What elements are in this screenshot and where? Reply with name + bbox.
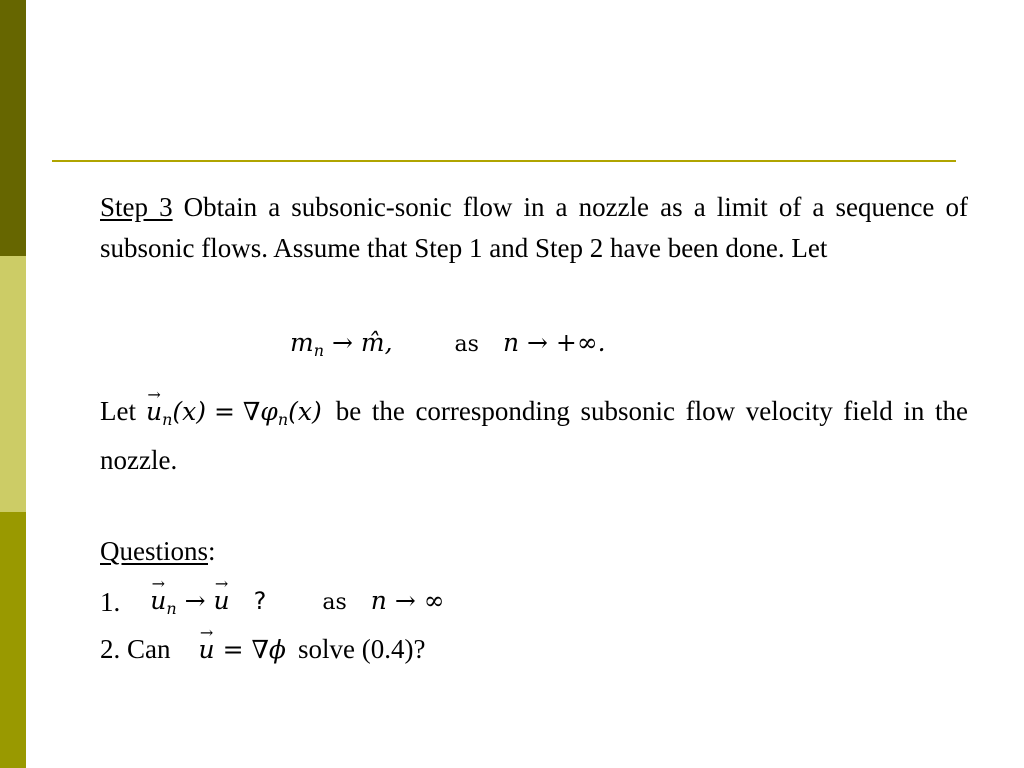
q2-prefix: 2. Can bbox=[100, 634, 171, 664]
sidebar-segment-middle bbox=[0, 256, 26, 512]
questions-label: Questions bbox=[100, 536, 208, 566]
phi-sub: n bbox=[277, 410, 289, 429]
q1-arrow: → bbox=[184, 586, 206, 615]
sidebar-bar bbox=[0, 0, 26, 768]
step-label: Step 3 bbox=[100, 192, 173, 222]
question-1 bbox=[100, 580, 445, 629]
eq-arrow: → bbox=[331, 328, 353, 357]
let-prefix: Let bbox=[100, 396, 136, 426]
q2-equation bbox=[199, 629, 286, 670]
q2-suffix: solve (0.4)? bbox=[297, 634, 426, 664]
eq-as: as bbox=[454, 332, 479, 357]
q1-as: as bbox=[322, 590, 347, 615]
sidebar-segment-top bbox=[0, 0, 26, 256]
eq-mhat: m̂, bbox=[360, 328, 393, 357]
q2-vec-u: → u bbox=[199, 629, 215, 670]
q1-vec-u2: → u bbox=[214, 580, 230, 621]
title-divider bbox=[52, 160, 956, 162]
eq-grad: (x) = ∇φ bbox=[172, 397, 278, 426]
step-paragraph bbox=[100, 187, 968, 269]
vec-u: → u bbox=[146, 391, 162, 432]
q1-vec-u: → u bbox=[150, 580, 166, 621]
eq-m-sub: n bbox=[313, 341, 325, 360]
limit-equation bbox=[290, 322, 606, 371]
q1-number: 1. bbox=[100, 587, 121, 617]
q1-question-mark: ? bbox=[253, 587, 267, 615]
u-sub: n bbox=[162, 410, 173, 429]
let-paragraph bbox=[100, 391, 968, 481]
sidebar-segment-bottom bbox=[0, 512, 26, 768]
eq-limit: n → +∞. bbox=[502, 328, 606, 357]
questions-colon: : bbox=[208, 536, 216, 566]
q1-u-sub: n bbox=[166, 599, 177, 618]
q1-limit: n → ∞ bbox=[370, 586, 445, 615]
q1-equation bbox=[150, 580, 444, 629]
q2-grad-phi: = ∇ϕ bbox=[222, 635, 286, 664]
velocity-equation bbox=[146, 391, 322, 440]
eq-m: m bbox=[290, 328, 314, 357]
eq-tail: (x) bbox=[288, 397, 322, 426]
question-2 bbox=[100, 629, 425, 670]
let-suffix: be the corresponding subsonic flow velocity field in the nozzle. bbox=[100, 396, 968, 475]
step-text: Obtain a subsonic-sonic flow in a nozzle as a limit of a sequence of subsonic flows. Assume that Step 1 and Step 2 have been done. Let bbox=[100, 192, 968, 263]
